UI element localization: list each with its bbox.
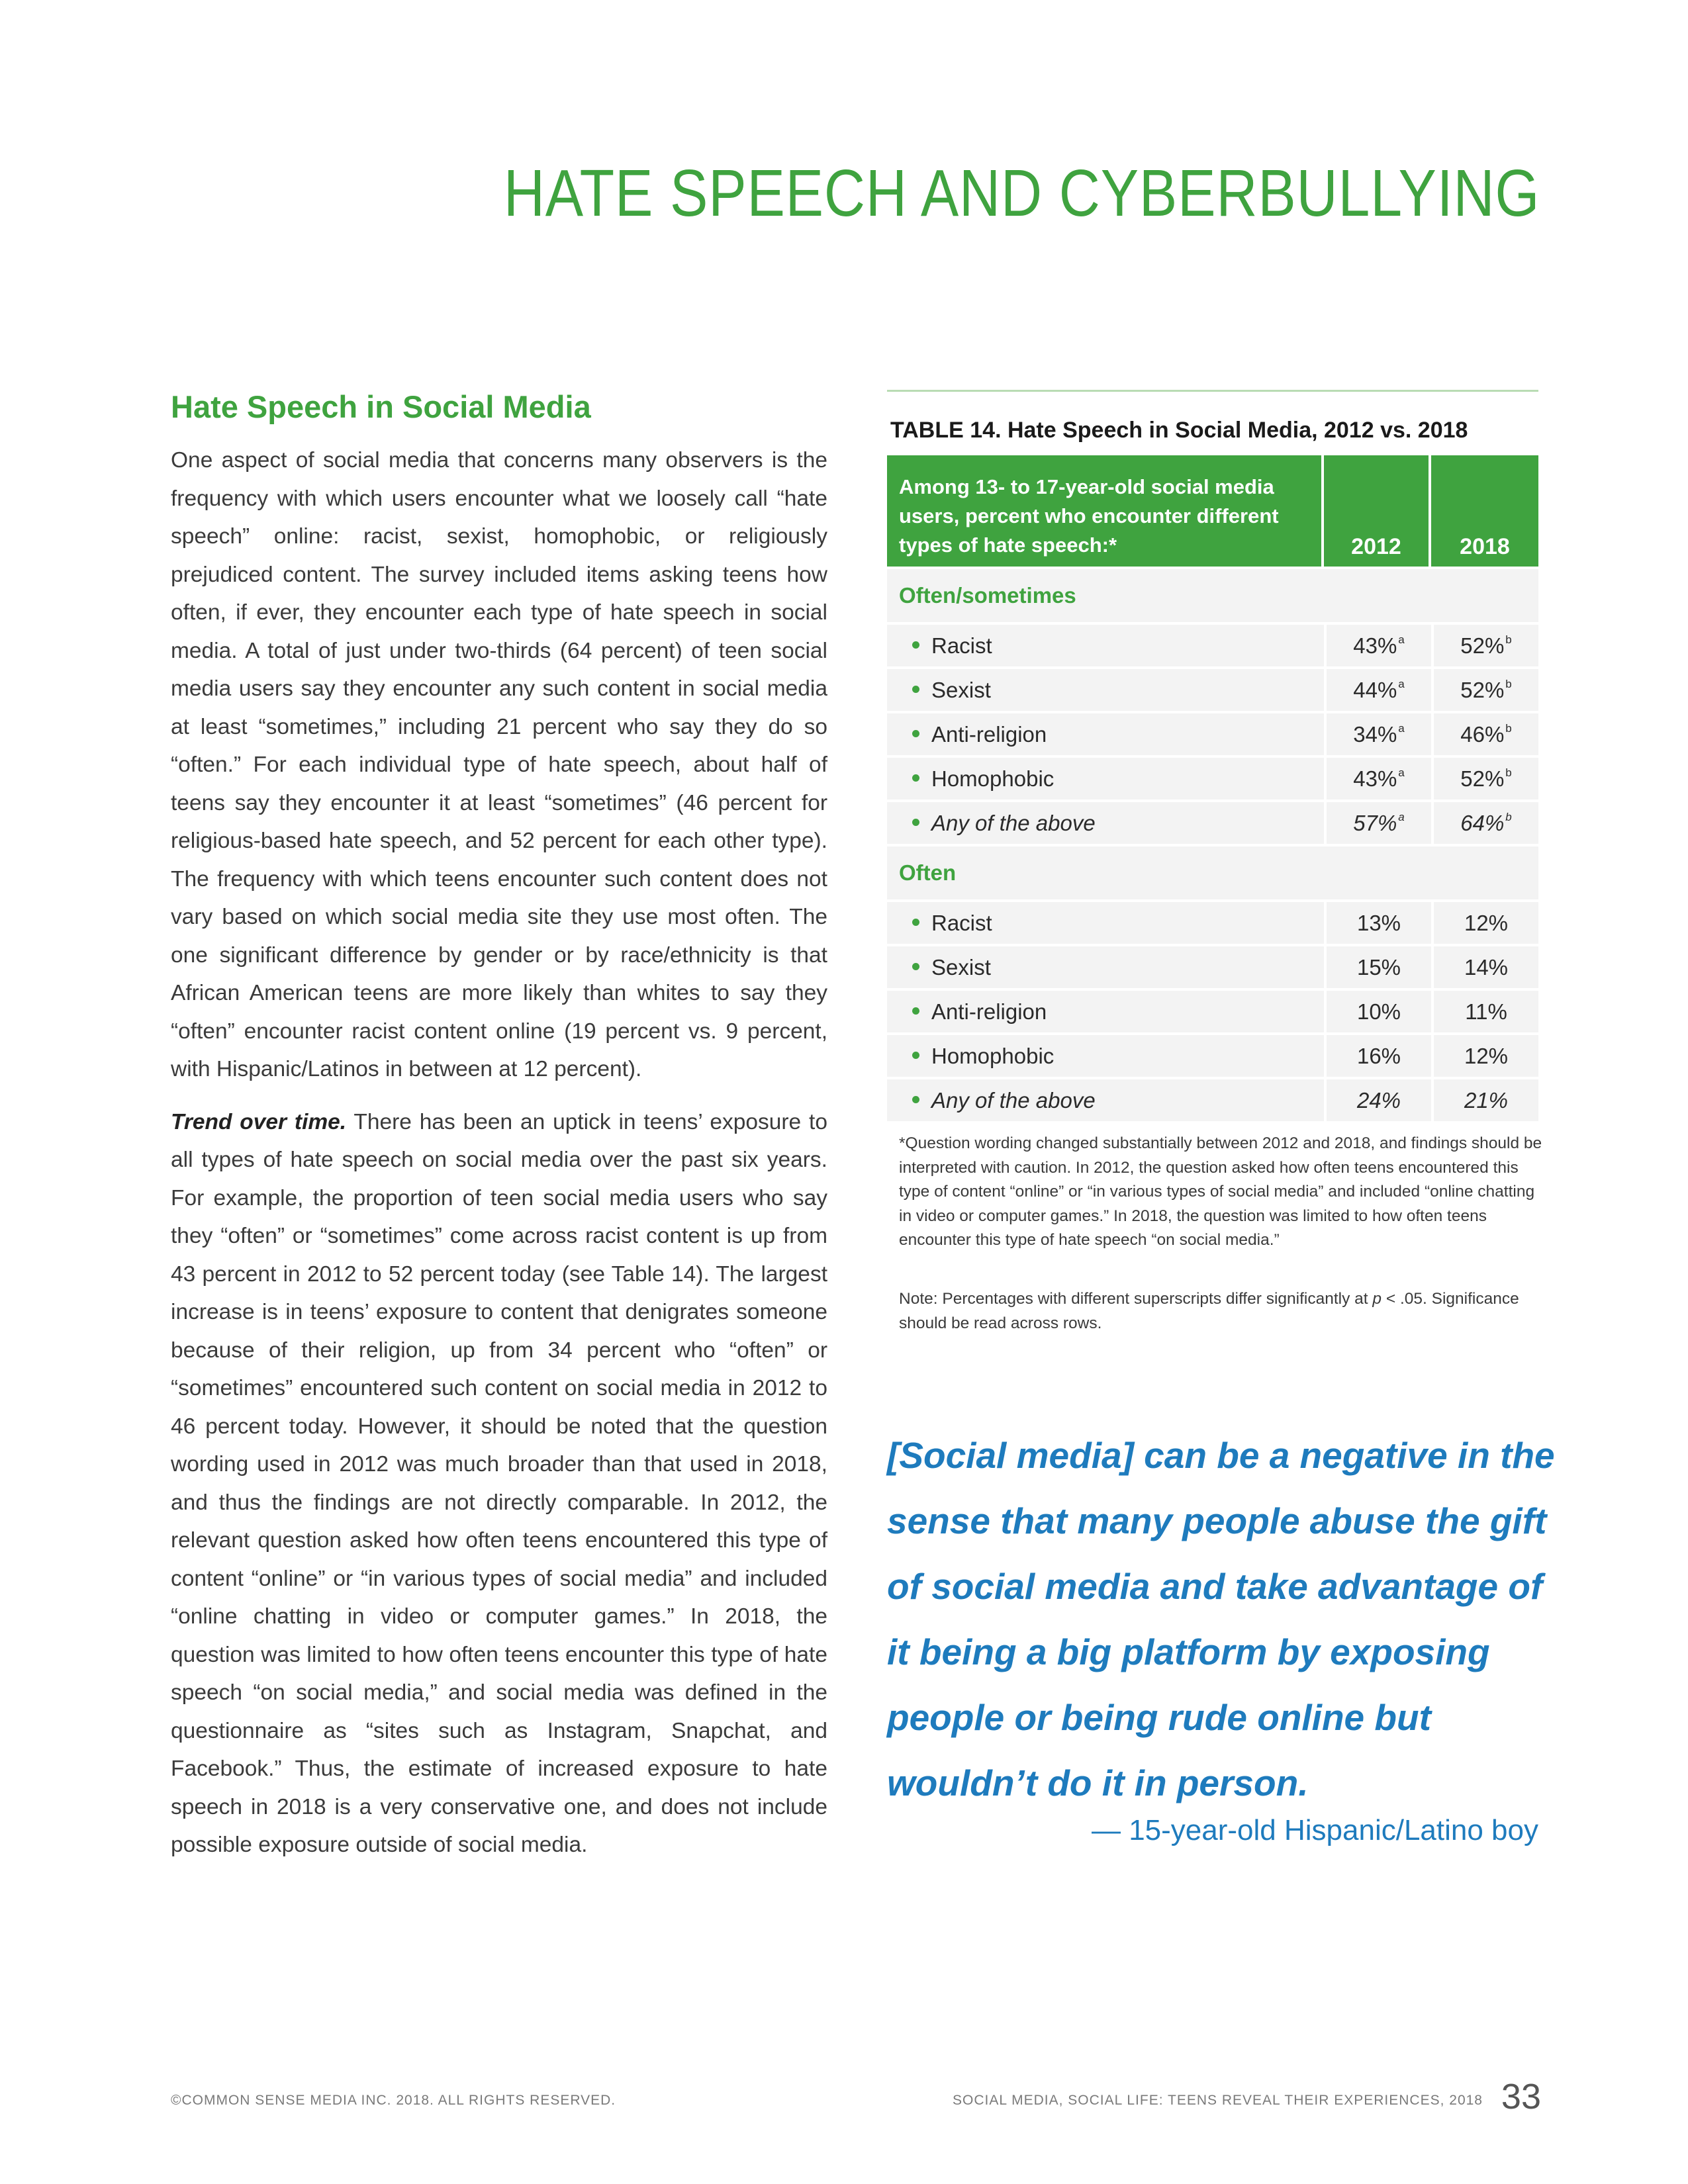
significance-superscript-2018: b — [1505, 810, 1512, 823]
value-2012: 43% — [1353, 766, 1397, 791]
row-label-cell — [887, 711, 1324, 755]
bullet-icon — [912, 919, 919, 926]
row-label-cell — [887, 1077, 1324, 1121]
value-cell-2012 — [1324, 944, 1431, 988]
hate-speech-table — [887, 455, 1538, 1121]
row-label: Homophobic — [931, 766, 1055, 791]
paragraph-lead-in: Trend over time. — [171, 1109, 347, 1134]
note-p-symbol: p — [1372, 1290, 1382, 1308]
significance-superscript-2012: a — [1398, 721, 1405, 735]
significance-superscript-2018: b — [1505, 633, 1512, 646]
table-row — [887, 988, 1538, 1032]
bullet-icon — [912, 1096, 919, 1103]
value-2018: 52% — [1460, 766, 1505, 791]
table-row — [887, 1032, 1538, 1077]
table-row — [887, 799, 1538, 844]
table-caption: TABLE 14. Hate Speech in Social Media, 2012 vs. 2018 — [890, 418, 1468, 443]
value-cell-2018 — [1431, 711, 1538, 755]
value-2018: 12% — [1464, 1043, 1509, 1068]
value-2012: 24% — [1356, 1087, 1401, 1113]
pull-quote: [Social media] can be a negative in the sense that many people abuse the gift of social media and take advantage of it being a big platform by exposing people or being rude online but wouldn’t do it in person. — [887, 1435, 1555, 1803]
value-2012: 13% — [1356, 910, 1401, 935]
group-label: Often/sometimes — [887, 567, 1538, 622]
bullet-icon — [912, 1052, 919, 1059]
quote-attribution: — 15-year-old Hispanic/Latino boy — [1091, 1814, 1538, 1846]
table-body — [887, 567, 1538, 1121]
row-label-cell — [887, 988, 1324, 1032]
value-cell-2012 — [1324, 622, 1431, 666]
value-2012: 16% — [1356, 1043, 1401, 1068]
table-row — [887, 1077, 1538, 1121]
value-2012: 15% — [1356, 954, 1401, 979]
row-label-cell — [887, 622, 1324, 666]
value-2018: 14% — [1464, 954, 1509, 979]
column-header-2012: 2012 — [1324, 455, 1431, 567]
row-label-cell — [887, 899, 1324, 944]
table-group-row — [887, 567, 1538, 622]
paragraph-body: There has been an uptick in teens’ exposure to all types of hate speech on social media over the past six years. For example, the proportion of teen social media users who say they “often” or “sometimes” come across racist content is up from 43 percent in 2012 to 52 percent today (see Table 14). The largest increase is in teens’ exposure to content that denigrates someone because of their religion, up from 34 percent who “often” or “sometimes” encountered such content on social media in 2012 to 46 percent today. However, it should be noted that the question wording used in 2012 was much broader than that used in 2018, and thus the findings are not directly comparable. In 2012, the relevant question asked how often teens encountered this type of content “online” or “in various types of social media” and included “online chatting in video or computer games.” In 2018, the question was limited to how often teens encounter this type of hate speech “on social media,” and social media was defined in the questionnaire as “sites such as Instagram, Snapchat, and Facebook.” Thus, the estimate of increased exposure to hate speech in 2018 is a very conservative one, and does not include possible exposure outside of social media. — [171, 1109, 827, 1857]
row-label-cell — [887, 944, 1324, 988]
bullet-icon — [912, 686, 919, 693]
significance-superscript-2012: a — [1398, 810, 1405, 823]
value-cell-2018 — [1431, 988, 1538, 1032]
bullet-icon — [912, 641, 919, 649]
row-label-cell — [887, 1032, 1324, 1077]
bullet-icon — [912, 730, 919, 737]
row-label: Anti-religion — [931, 999, 1047, 1024]
table-row — [887, 944, 1538, 988]
row-label: Sexist — [931, 954, 991, 979]
table-row — [887, 666, 1538, 711]
page-number: 33 — [1501, 2077, 1541, 2116]
note-prefix: Note: Percentages with different superscripts differ significantly at — [899, 1290, 1373, 1308]
body-paragraph-1: One aspect of social media that concerns many observers is the frequency with which users encounter what we loosely call “hate speech” online: racist, sexist, homophobic, or religiously prejudiced content. The survey included items asking teens how often, if ever, they encounter each type of hate speech in social media. A total of just under two-thirds (64 percent) of teen social media users say they encounter any such content in social media at least “sometimes,” including 21 percent who say they do so “often.” For each individual type of hate speech, about half of teens say they encounter it at least “sometimes” (46 percent for religious-based hate speech, and 52 percent for each other type). The frequency with which teens encounter such content does not vary based on which social media site they use most often. The one significant difference by gender or by race/ethnicity is that African American teens are more likely than whites to say they “often” encounter racist content online (19 percent vs. 9 percent, with Hispanic/Latinos in between at 12 percent). — [171, 448, 827, 1081]
group-label: Often — [887, 844, 1538, 899]
value-cell-2018 — [1431, 622, 1538, 666]
value-cell-2018 — [1431, 799, 1538, 844]
body-paragraph-2 — [171, 1103, 827, 1864]
row-label: Racist — [931, 910, 992, 935]
table-row — [887, 755, 1538, 799]
row-label-cell — [887, 666, 1324, 711]
value-cell-2012 — [1324, 1032, 1431, 1077]
column-header-2018: 2018 — [1431, 455, 1538, 567]
value-cell-2012 — [1324, 711, 1431, 755]
row-label: Anti-religion — [931, 721, 1047, 747]
section-heading: Hate Speech in Social Media — [171, 389, 591, 424]
value-2012: 44% — [1353, 677, 1397, 702]
table-group-row — [887, 844, 1538, 899]
value-cell-2018 — [1431, 666, 1538, 711]
row-label: Any of the above — [931, 1087, 1096, 1113]
row-label: Homophobic — [931, 1043, 1055, 1068]
significance-superscript-2012: a — [1398, 766, 1405, 779]
significance-superscript-2018: b — [1505, 766, 1512, 779]
value-cell-2012 — [1324, 755, 1431, 799]
value-2012: 34% — [1353, 721, 1397, 747]
value-2018: 12% — [1464, 910, 1509, 935]
value-cell-2012 — [1324, 799, 1431, 844]
table-note — [899, 1287, 1548, 1336]
table-divider — [887, 390, 1538, 392]
value-cell-2012 — [1324, 988, 1431, 1032]
value-cell-2012 — [1324, 666, 1431, 711]
row-label: Racist — [931, 633, 992, 658]
table-footnote: *Question wording changed substantially between 2012 and 2018, and findings should be interpreted with caution. In 2012, the question asked how often teens encountered this type of content “online” or “in various types of social media” and included “online chatting in video or computer games.” In 2018, the question was limited to how often teens encounter this type of hate speech “on social media.” — [899, 1134, 1542, 1250]
value-2018: 46% — [1460, 721, 1505, 747]
row-label: Sexist — [931, 677, 991, 702]
value-2018: 21% — [1464, 1087, 1509, 1113]
table-header-row — [887, 455, 1538, 567]
table-row — [887, 711, 1538, 755]
note-suffix: < .05. Significance should be read across rows. — [899, 1290, 1519, 1332]
row-label-cell — [887, 755, 1324, 799]
row-label-cell — [887, 799, 1324, 844]
table-row — [887, 622, 1538, 666]
bullet-icon — [912, 963, 919, 970]
value-2018: 52% — [1460, 677, 1505, 702]
footer-report-title: SOCIAL MEDIA, SOCIAL LIFE: TEENS REVEAL THEIR EXPERIENCES, 2018 — [953, 2093, 1483, 2108]
significance-superscript-2018: b — [1505, 721, 1512, 735]
value-2012: 43% — [1353, 633, 1397, 658]
value-2018: 11% — [1465, 999, 1507, 1024]
table-question-header: Among 13- to 17-year-old social media users, percent who encounter different types of hate speech:* — [887, 455, 1324, 567]
significance-superscript-2018: b — [1505, 677, 1512, 690]
table-row — [887, 899, 1538, 944]
bullet-icon — [912, 1007, 919, 1015]
value-cell-2018 — [1431, 1077, 1538, 1121]
bullet-icon — [912, 819, 919, 826]
significance-superscript-2012: a — [1398, 677, 1405, 690]
page-title: HATE SPEECH AND CYBERBULLYING — [503, 156, 1540, 230]
value-cell-2018 — [1431, 899, 1538, 944]
value-2012: 10% — [1356, 999, 1401, 1024]
value-cell-2012 — [1324, 1077, 1431, 1121]
value-cell-2018 — [1431, 1032, 1538, 1077]
value-2018: 64% — [1460, 810, 1505, 835]
bullet-icon — [912, 774, 919, 782]
value-2012: 57% — [1353, 810, 1397, 835]
article-body — [171, 387, 827, 1879]
value-cell-2018 — [1431, 944, 1538, 988]
significance-superscript-2012: a — [1398, 633, 1405, 646]
value-cell-2012 — [1324, 899, 1431, 944]
row-label: Any of the above — [931, 810, 1096, 835]
value-cell-2018 — [1431, 755, 1538, 799]
footer-copyright: ©COMMON SENSE MEDIA INC. 2018. ALL RIGHTS RESERVED. — [171, 2093, 616, 2108]
value-2018: 52% — [1460, 633, 1505, 658]
